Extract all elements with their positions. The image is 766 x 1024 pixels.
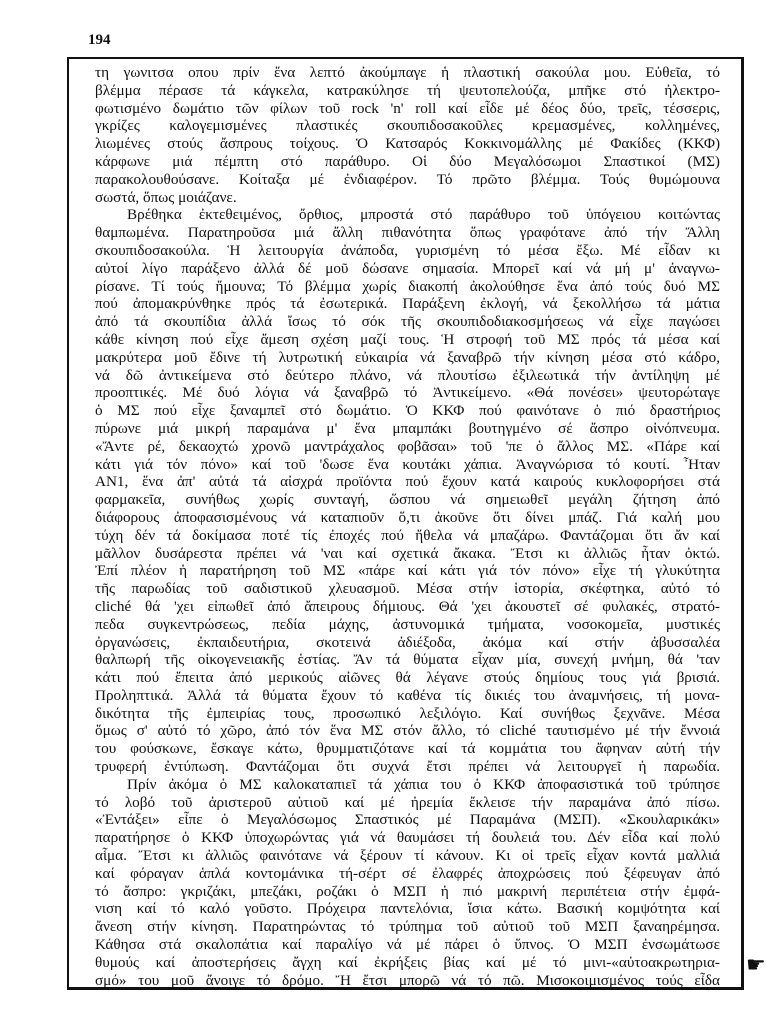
text-line: Βρέθηκα ἐκτεθειμένος, ὄρθιος, μπροστά στό παράθυρο τοῦ ὑπόγειου κοιτώντας bbox=[127, 206, 720, 224]
text-line: φωτισμένο δωμάτιο τῶν φίλων τοῦ rock 'n' roll καί εἶδε μέ δέος δύο, τρεῖς, τέσσερις, bbox=[95, 99, 720, 117]
text-line: γκρίζες καλογεμισμένες πλαστικές σκουπιδοσακοῦλες κρεμασμένες, κολλημένες, bbox=[95, 117, 720, 135]
text-line: παρατήρησε ὁ ΚΚΦ ὑποχωρώντας γιά νά θαυμάσει τή δουλειά του. Δέν εἶδα καί πολύ bbox=[95, 829, 720, 847]
text-line: κάτι γιά τόν πόνο» καί τοῦ 'δωσε ἕνα κουτάκι χάπια. Ἀναγνώρισα τό κουτί. Ἦταν bbox=[95, 455, 720, 473]
text-line: φαρμακεῖα, συνήθως χωρίς συνταγή, ὥσπου νά σημειωθεῖ μεγάλη ζήτηση ἀπό bbox=[95, 491, 720, 509]
text-line: παρακολουθούσανε. Κοίταξα μέ ἐνδιαφέρον. Τό πρῶτο βλέμμα. Τούς θυμώμουνα bbox=[95, 170, 720, 188]
text-line: αὐτοί λίγο παράξενο ἀλλά δέ μοῦ δώσανε σημασία. Μπορεῖ καί νά μή μ' ἀναγνω- bbox=[95, 259, 720, 277]
text-line: τη γωνιτσα οπου πρίν ἕνα λεπτό ἀκούμπαγε ἡ πλαστική σακούλα μου. Εὐθεῖα, τό bbox=[95, 64, 720, 81]
text-line: νά δῶ ἀντικείμενα στό δεύτερο πλάνο, νά πλουτίσω ἐξιλεωτικά τήν ἀντίληψη μέ bbox=[95, 366, 720, 384]
text-line: Κάθησα στά σκαλοπάτια καί παραλίγο νά μέ πάρει ὁ ὕπνος. Ὁ ΜΣΠ ἐνσωμάτωσε bbox=[95, 936, 720, 954]
text-line: cliché θά 'χει εἰπωθεῖ ἀπό ἄπειρους δήμιους. Θά 'χει ἀκουστεῖ σέ φυλακές, στρατό- bbox=[95, 597, 720, 615]
text-line: μᾶλλον δυσάρεστα πρέπει νά 'ναι καί σχετικά ἄκακα. Ἔτσι κι ἀλλιῶς ἦταν ὀκτώ. bbox=[95, 544, 720, 562]
text-line: δικότητα τῆς ἐμπειρίας τους, προσωπικό λεξιλόγιο. Καί συνήθως ξεχνᾶνε. Μέσα bbox=[95, 704, 720, 722]
text-line: Ἐπί πλέον ἡ παρατήρηση τοῦ ΜΣ «πάρε καί κάτι γιά τόν πόνο» εἶχε τή γλυκύτητα bbox=[95, 562, 720, 580]
text-line: σμό» του μοῦ ἄνοιγε τό δρόμο. Ἤ ἔτσι μπορῶ νά τό πῶ. Μισοκοιμισμένος τούς εἶδα bbox=[95, 971, 720, 989]
text-line: μακρύτερα μοῦ ἔδινε τή λυτρωτική εὐκαιρία νά ξαναβρῶ τήν κίνηση μέσα στό κάδρο, bbox=[95, 348, 720, 366]
text-line: βλέμμα πέρασε τά κάγκελα, κατρακύλησε τή ψευτοπελούζα, μπῆκε στό ἠλεκτρο- bbox=[95, 81, 720, 99]
text-line: κάθε κίνηση πού εἶχε ἄμεση σχέση μαζί τους. Ἡ στροφή τοῦ ΜΣ πρός τά μέσα καί bbox=[95, 330, 720, 348]
text-line: τῆς παρωδίας τοῦ σαδιστικοῦ χλευασμοῦ. Μέσα στήν ἱστορία, σκέφτηκα, αὐτό τό bbox=[95, 580, 720, 598]
text-line: σκουπιδοσακούλα. Ἡ λειτουργία ἀνάποδα, γυρισμένη τό μέσα ἔξω. Μέ εἶδαν κι bbox=[95, 241, 720, 259]
text-line: καί φόραγαν ἁπλά κοντομάνικα τή-σέρτ σέ ἐλαφρές ἀποχρώσεις πού ξέφευγαν ἀπό bbox=[95, 864, 720, 882]
text-line: ἀπό τά σκουπίδια ἀλλά ἴσως τό σόκ τῆς σκουπιδοδιακοσμήσεως νά εἶχε παγώσει bbox=[95, 313, 720, 331]
text-line: Πρίν ἀκόμα ὁ ΜΣ καλοκαταπιεῖ τά χάπια του ὁ ΚΚΦ ἀποφασιστικά τοῦ τρύπησε bbox=[127, 775, 720, 793]
text-line: του φούσκωνε, ἔσκαγε κάτω, θρυμματιζότανε καί τά κομμάτια του ἄφηναν αὐτή τήν bbox=[95, 740, 720, 758]
text-line: θαμπωμένα. Παρατηροῦσα μιά ἄλλη πιθανότητα ὅπως γραφότανε ἀπό τήν Ἄλλη bbox=[95, 224, 720, 242]
text-line: ὁ ΜΣ πού εἶχε ξαναμπεῖ στό δωμάτιο. Ὁ ΚΚΦ πού φαινότανε ὁ πιό δραστήριος bbox=[95, 402, 720, 420]
text-line: Προληπτικά. Ἀλλά τά θύματα ἔχουν τό καθένα τίς δικιές του ἀναμνήσεις, τή μονα- bbox=[95, 686, 720, 704]
text-line: θαλπωρή τῆς οἰκογενειακῆς ἑστίας. Ἄν τά θύματα εἶχαν μία, συνεχή μνήμη, θά 'ταν bbox=[95, 651, 720, 669]
text-line: νιση καί τό καλό γοῦστο. Πρόχειρα παντελόνια, ἴσια κάτω. Βασική κομψότητα καί bbox=[95, 900, 720, 918]
body-text bbox=[95, 64, 720, 989]
text-line: κάτι πού ἔπειτα ἀπό μερικούς αἰῶνες θά λέγανε στούς δημίους τους γιά βρισιά. bbox=[95, 669, 720, 687]
pointing-hand-icon: ☛ bbox=[746, 952, 766, 977]
text-line: πού ἀπομακρύνθηκε πρός τά ἐσωτερικά. Παράξενη ἐκλογή, νά ξεκολλήσω τά μάτια bbox=[95, 295, 720, 313]
page-number: 194 bbox=[88, 32, 111, 48]
text-line: τύχη δέν τά δοκίμασα ποτέ τίς ἐποχές πού ἤθελα νά μπαζάρω. Φαντάζομαι ὅτι ἄν καί bbox=[95, 526, 720, 544]
text-line: τό ἄσπρο: γκριζάκι, μπεζάκι, ροζάκι ὁ ΜΣΠ ἡ πιό μακρινή περιπέτεια στήν ἐμφά- bbox=[95, 882, 720, 900]
text-line: αἷμα. Ἔτσι κι ἀλλιῶς φαινότανε νά ξέρουν τί κάνουν. Κι οἱ τρεῖς εἶχαν κοντά μαλλιά bbox=[95, 847, 720, 865]
text-line: λιωμένες στούς ἄσπρους τοίχους. Ὁ Κατσαρός Κοκκινομάλλης μέ Φακίδες (ΚΚΦ) bbox=[95, 135, 720, 153]
text-line: «Ἄντε ρέ, δεκαοχτώ χρονῶ μαντράχαλος φοβᾶσαι» τοῦ 'πε ὁ ἄλλος ΜΣ. «Πάρε καί bbox=[95, 437, 720, 455]
text-line: τό λοβό τοῦ ἀριστεροῦ αὐτιοῦ καί μέ ἠρεμία ἔκλεισε τήν παραμάνα ἀπό πίσω. bbox=[95, 793, 720, 811]
text-line: «Ἐντάξει» εἶπε ὁ Μεγαλόσωμος Σπαστικός μέ Παραμάνα (ΜΣΠ). «Σκουλαρικάκι» bbox=[95, 811, 720, 829]
text-line: προοπτικές. Μέ δυό λόγια νά ξαναβρῶ τό Ἀντικείμενο. «Θά πονέσει» ψευτορώταγε bbox=[95, 384, 720, 402]
text-line: ρίσανε. Τί τούς ἤμουνα; Τό βλέμμα χωρίς διακοπή ἀκολούθησε ἕνα ἀπό τούς δυό ΜΣ bbox=[95, 277, 720, 295]
text-line: ὅμως σ' αὐτό τό χῶρο, ἀπό τόν ἕνα ΜΣ στόν ἄλλο, τό cliché ταυτισμένο μέ τήν ἔννοιά bbox=[95, 722, 720, 740]
text-line: ΑΝ1, ἕνα ἀπ' αὐτά τά αἰσχρά προϊόντα πού ἔχουν κατά καιρούς κυκλοφορήσει στά bbox=[95, 473, 720, 491]
text-line: πύρωνε μιά μικρή παραμάνα μ' ἕνα μπαμπάκι βουτηγμένο σέ ἄσπρο οἰνόπνευμα. bbox=[95, 419, 720, 437]
text-line: θυμούς καί ἀποστερήσεις ἄγχη καί ἐκρήξεις βίας καί μέ τό μινι-«αὐτοακρωτηρια- bbox=[95, 953, 720, 971]
text-line: ἄνεση στήν κίνηση. Παρατηρώντας τό τρύπημα τοῦ αὐτιοῦ τοῦ ΜΣΠ ξαναηρέμησα. bbox=[95, 918, 720, 936]
text-line: πεδα συγκεντρώσεως, πεδία μάχης, ἀστυνομικά τμήματα, νοσοκομεῖα, μυστικές bbox=[95, 615, 720, 633]
text-line: ὀργανώσεις, ἐκπαιδευτήρια, σκοτεινά ἀδιέξοδα, ἀκόμα καί στήν ἀβυσσαλέα bbox=[95, 633, 720, 651]
text-line: διάφορους ἀποφασισμένους νά καταπιοῦν ὅ,τι ἀκοῦνε ὅτι δίνει μπάζ. Γιά καλή μου bbox=[95, 508, 720, 526]
text-line: τρυφερή ἐντύπωση. Φαντάζομαι ὅτι συχνά ἔτσι πρέπει νά λειτουργεῖ ἡ παρωδία. bbox=[95, 758, 720, 776]
text-line: κάρφωνε μιά πέμπτη στό παράθυρο. Οἱ δύο Μεγαλόσωμοι Σπαστικοί (ΜΣ) bbox=[95, 152, 720, 170]
text-line: σωστά, ὅπως μοιάζανε. bbox=[95, 188, 237, 206]
